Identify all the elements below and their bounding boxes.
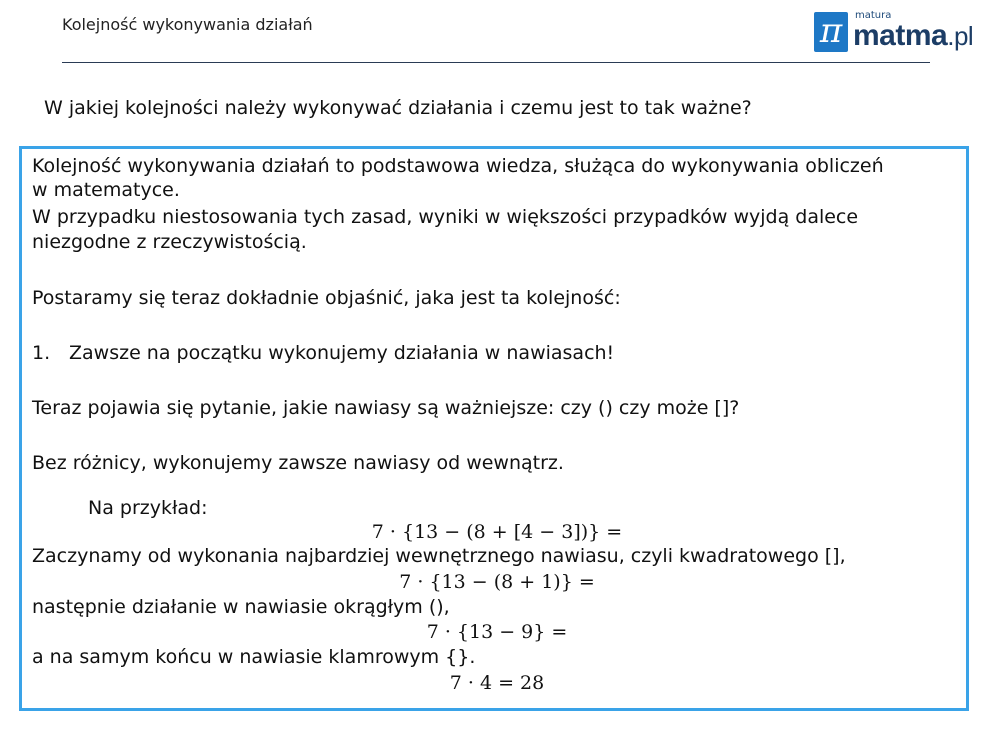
step-text-3: a na samym końcu w nawiasie klamrowym {}. xyxy=(32,646,476,668)
example-label: Na przykład: xyxy=(88,497,208,519)
math-expression-4: 7 · 4 = 28 xyxy=(449,672,545,694)
explain-text: Postaramy się teraz dokładnie objaśnić, jaka jest ta kolejność: xyxy=(32,287,621,309)
rule-number: 1. xyxy=(32,342,51,364)
math-expression-1: 7 · {13 − (8 + [4 − 3])} = xyxy=(371,521,623,543)
rule-text: Zawsze na początku wykonujemy działania w nawiasach! xyxy=(69,342,615,364)
logo-brand-tld: .pl xyxy=(947,21,974,51)
main-question: W jakiej kolejności należy wykonywać działania i czemu jest to tak ważne? xyxy=(44,97,752,119)
intro-line-1: Kolejność wykonywania działań to podstawowa wiedza, służąca do wykonywania obliczeń xyxy=(32,155,884,177)
step-text-2: następnie działanie w nawiasie okrągłym (), xyxy=(32,596,450,618)
rule-item xyxy=(32,342,614,364)
logo-brand xyxy=(853,19,973,53)
intro-line-4: niezgodne z rzeczywistością. xyxy=(32,231,307,253)
math-expression-2: 7 · {13 − (8 + 1)} = xyxy=(399,571,595,593)
logo-brand-name: matma xyxy=(853,19,948,52)
header-divider xyxy=(62,62,930,63)
brackets-question: Teraz pojawia się pytanie, jakie nawiasy są ważniejsze: czy () czy może []? xyxy=(32,397,740,419)
matma-logo xyxy=(814,10,974,58)
brackets-answer: Bez różnicy, wykonujemy zawsze nawiasy od wewnątrz. xyxy=(32,452,564,474)
math-expression-3: 7 · {13 − 9} = xyxy=(426,621,568,643)
intro-line-2: w matematyce. xyxy=(32,179,180,201)
intro-line-3: W przypadku niestosowania tych zasad, wyniki w większości przypadków wyjdą dalece xyxy=(32,206,859,228)
page-title: Kolejność wykonywania działań xyxy=(62,15,313,34)
step-text-1: Zaczynamy od wykonania najbardziej wewnętrznego nawiasu, czyli kwadratowego [], xyxy=(32,545,846,567)
logo-matura-text: matura xyxy=(855,10,892,21)
pi-icon: π xyxy=(814,12,848,52)
content-box xyxy=(19,146,969,711)
